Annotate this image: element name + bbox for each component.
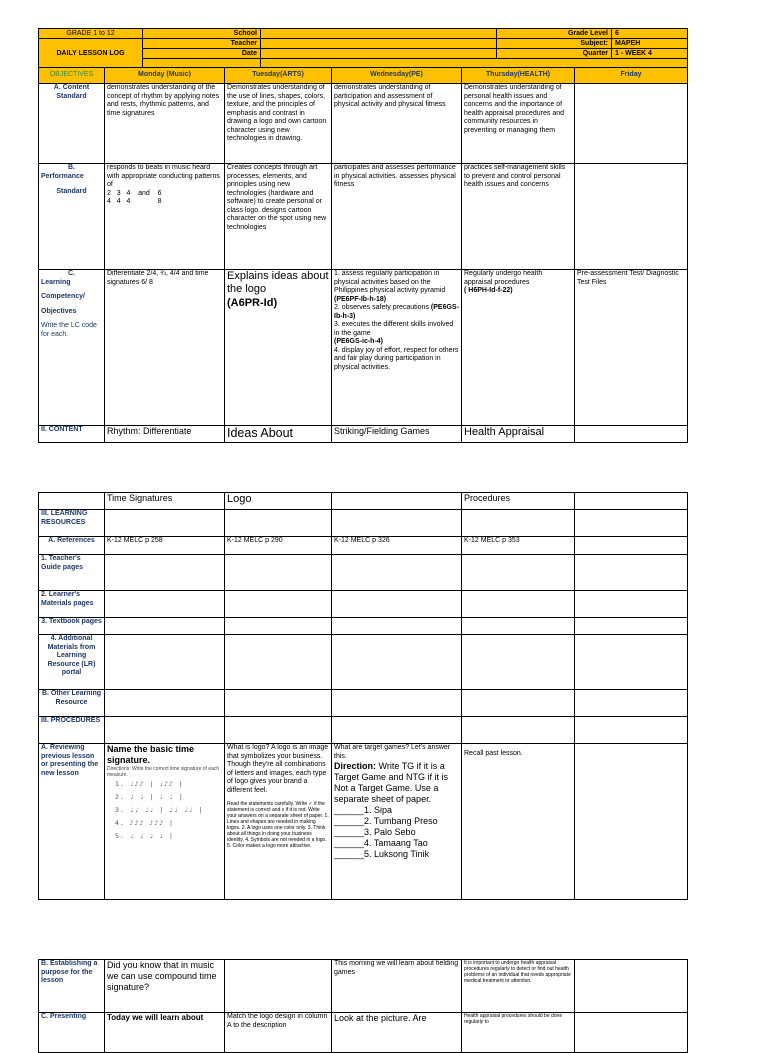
resources-table bbox=[38, 492, 688, 900]
content-monday: Rhythm: Differentiate bbox=[105, 426, 225, 443]
content-tuesday: Ideas About bbox=[225, 426, 332, 443]
target-game-item-5: ______5. Luksong Tinik bbox=[334, 848, 430, 859]
competency-thursday-text: Regularly undergo health appraisal procedures bbox=[464, 270, 543, 286]
performance-standard-thursday: practices self-management skills to prevent and control personal health issues and concerns bbox=[462, 164, 575, 270]
quarter-value: 1 - WEEK 4 bbox=[612, 49, 688, 59]
purpose-monday: Did you know that in music we can use compound time signature? bbox=[105, 960, 225, 1013]
competency-word-2: Competency/ bbox=[41, 293, 85, 301]
performance-standard-wednesday: participates and assesses performance in physical activities. assesses physical fitness bbox=[332, 164, 462, 270]
competency-thursday bbox=[462, 270, 575, 426]
references-label: A. References bbox=[39, 537, 105, 555]
competency-wed-1-code: (PE6PF-Ib-h-18) bbox=[334, 295, 387, 303]
rhythm-line-5: 5. ♩ ♩ ♩ ♩ | bbox=[115, 831, 174, 840]
competency-note: Write the LC code for each. bbox=[41, 322, 97, 338]
school-label: School bbox=[143, 29, 261, 39]
resources-title: III. LEARNING RESOURCES bbox=[39, 510, 105, 537]
reviewing-wed-direction: Direction: Write TG if it is a Target Game and NTG if it is Not a Target Game. Use a separate sheet of paper. bbox=[334, 761, 449, 804]
target-game-item-1: ______1. Sipa bbox=[334, 804, 393, 815]
grade-level-value: 6 bbox=[612, 29, 688, 39]
content-tuesday-cont: Logo bbox=[225, 493, 332, 510]
competency-monday: Differentiate 2/4, ¾, 4/4 and time signatures 6/ 8 bbox=[105, 270, 225, 426]
competency-wed-4: 4. display joy of effort, respect for others and fair play during participation in physical activities. bbox=[334, 346, 459, 371]
presenting-tuesday: Match the logo design in column A to the description bbox=[225, 1013, 332, 1053]
subject-value: MAPEH bbox=[612, 39, 688, 49]
textbook-label: 3. Textbook pages bbox=[39, 618, 105, 635]
grade-label: GRADE 1 to 12 bbox=[39, 29, 143, 39]
presenting-wednesday: Look at the picture. Are bbox=[332, 1013, 462, 1053]
competency-letter: C. bbox=[68, 270, 75, 277]
col-tuesday: Tuesday(ARTS) bbox=[225, 68, 332, 84]
learning-competency-label bbox=[39, 270, 105, 426]
content-monday-cont: Time Signatures bbox=[105, 493, 225, 510]
procedures-label: III. PROCEDURES bbox=[39, 717, 105, 744]
presenting-label: C. Presenting bbox=[39, 1013, 105, 1053]
performance-standard-tuesday: Creates concepts through art processes, elements, and principles using new technologies (hardware and software) to create personal or class logo. designs cartoon character on the spot using new technologies bbox=[225, 164, 332, 270]
ref-monday: K-12 MELC p 258 bbox=[105, 537, 225, 555]
competency-tuesday bbox=[225, 270, 332, 426]
content-wednesday: Striking/Fielding Games bbox=[332, 426, 462, 443]
target-game-item-2: ______2. Tumbang Preso bbox=[334, 815, 438, 826]
reviewing-tuesday bbox=[225, 744, 332, 900]
performance-letter: B. bbox=[68, 164, 75, 171]
date-field[interactable] bbox=[261, 49, 497, 59]
reviewing-friday bbox=[575, 744, 688, 900]
reviewing-thursday: Recall past lesson. bbox=[462, 744, 575, 900]
competency-wed-3: 3. executes the different skills involved in the game bbox=[334, 321, 454, 337]
competency-friday: Pre-assessment Test/ Diagnostic Test Files bbox=[575, 270, 688, 426]
perf-monday-denominators: 4 4 4 8 bbox=[107, 198, 162, 206]
learners-materials-label: 2. Learner's Materials pages bbox=[39, 591, 105, 618]
standard-word: Standard bbox=[56, 188, 87, 196]
content-friday bbox=[575, 426, 688, 443]
col-friday: Friday bbox=[575, 68, 688, 84]
rhythm-line-1: 1. ♩♪♪ | ♩♪♪ | bbox=[115, 779, 184, 788]
content-wednesday-cont bbox=[332, 493, 462, 510]
procedures-table bbox=[38, 959, 688, 1053]
cont-label bbox=[39, 493, 105, 510]
school-field[interactable] bbox=[261, 29, 497, 39]
col-monday: Monday (Music) bbox=[105, 68, 225, 84]
performance-word: Performance bbox=[41, 172, 84, 180]
content-thursday: Health Appraisal bbox=[462, 426, 575, 443]
reviewing-monday bbox=[105, 744, 225, 900]
date-label: Date bbox=[143, 49, 261, 59]
subject-label: Subject: bbox=[497, 39, 612, 49]
lesson-log-page-1 bbox=[38, 28, 687, 443]
log-title: DAILY LESSON LOG bbox=[39, 39, 143, 68]
performance-standard-label bbox=[39, 164, 105, 270]
col-wednesday: Wednesday(PE) bbox=[332, 68, 462, 84]
ref-thursday: K-12 MELC p 353 bbox=[462, 537, 575, 555]
additional-materials-label: 4. Additional Materials from Learning Resource (LR) portal bbox=[39, 635, 105, 690]
reviewing-wed-intro: What are target games? Let's answer this. bbox=[334, 744, 451, 760]
rhythm-line-4: 4. ♪♪♪ ♪♪♪ | bbox=[115, 818, 174, 827]
teacher-label: Teacher bbox=[143, 39, 261, 49]
reviewing-monday-instructions: Directions: Write the correct time signature of each measure. bbox=[107, 765, 220, 778]
reviewing-wednesday bbox=[332, 744, 462, 900]
grade-level-label: Grade Level bbox=[497, 29, 612, 39]
col-objectives: OBJECTIVES bbox=[39, 68, 105, 84]
presenting-monday: Today we will learn about bbox=[105, 1013, 225, 1053]
reviewing-label: A. Reviewing previous lesson or presenting the new lesson bbox=[39, 744, 105, 900]
competency-wednesday bbox=[332, 270, 462, 426]
competency-word-3: Objectives bbox=[41, 307, 77, 315]
competency-wed-1: 1. assess regularly participation in physical activities based on the Philippines physical activity pyramid bbox=[334, 270, 446, 295]
quarter-label: Quarter bbox=[497, 49, 612, 59]
content-standard-monday: demonstrates understanding of the concept of rhythm by applying notes and rests, rhythmic patterns, and time signatures bbox=[105, 84, 225, 164]
performance-standard-friday bbox=[575, 164, 688, 270]
ref-wednesday: K-12 MELC p 326 bbox=[332, 537, 462, 555]
content-label: II. CONTENT bbox=[39, 426, 105, 443]
perf-monday-text: responds to beats in music heard with appropriate conducting patterns of bbox=[107, 164, 220, 189]
presenting-thursday: Health appraisal procedures should be done regularly to bbox=[462, 1013, 575, 1053]
teacher-field[interactable] bbox=[261, 39, 497, 49]
purpose-label: B. Establishing a purpose for the lesson bbox=[39, 960, 105, 1013]
lesson-log-page-3 bbox=[38, 959, 687, 1053]
target-game-item-4: ______4. Tamaang Tao bbox=[334, 837, 428, 848]
content-standard-tuesday: Demonstrates understanding of the use of lines, shapes, colors, texture, and the principles of emphasis and contrast in drawing a logo and own cartoon character using new technologies in drawing. bbox=[225, 84, 332, 164]
content-standard-label: A. Content Standard bbox=[39, 84, 105, 164]
content-friday-cont bbox=[575, 493, 688, 510]
objectives-table bbox=[38, 67, 688, 443]
content-standard-wednesday: demonstrates understanding of participation and assessment of physical activity and physical fitness bbox=[332, 84, 462, 164]
competency-word-1: Learning bbox=[41, 278, 71, 286]
purpose-wednesday: This morning we will learn about fielding games bbox=[332, 960, 462, 1013]
reviewing-monday-title: Name the basic time signature. bbox=[107, 744, 195, 765]
competency-thursday-code: ( H6PH-Id-f-22) bbox=[464, 287, 513, 295]
header-table bbox=[38, 28, 688, 68]
competency-wed-2: 2. observes safety precautions (PE6GS-Ib-h-3) bbox=[334, 304, 459, 320]
target-game-item-3: ______3. Palo Sebo bbox=[334, 826, 416, 837]
competency-tuesday-text: Explains ideas about the logo bbox=[227, 270, 329, 296]
reviewing-tuesday-main: What is logo? A logo is an image that symbolizes your business. Though they're all combinations of letters and images, each type of logo gives your brand a different feel. bbox=[227, 744, 329, 794]
other-resources-label: B. Other Learning Resource bbox=[39, 690, 105, 717]
teachers-guide-label: 1. Teacher's Guide pages bbox=[39, 555, 105, 591]
performance-standard-monday bbox=[105, 164, 225, 270]
perf-monday-numerators: 2 3 4 and 6 bbox=[107, 189, 162, 197]
ref-tuesday: K-12 MELC p 290 bbox=[225, 537, 332, 555]
content-thursday-cont: Procedures bbox=[462, 493, 575, 510]
rhythm-line-2: 2. ♩ ♩ | ♩ ♩ | bbox=[115, 792, 184, 801]
lesson-log-page-2 bbox=[38, 492, 687, 900]
content-standard-friday bbox=[575, 84, 688, 164]
content-standard-thursday: Demonstrates understanding of personal health issues and concerns and the importance of health appraisal procedures and community resources in preventing or managing them bbox=[462, 84, 575, 164]
purpose-thursday: It is important to undergo health appraisal procedures regularly to detect or find out health problems of an individual that needs appropriate medical treatment or attention. bbox=[462, 960, 575, 1013]
rhythm-line-3: 3. ♩♩ ♩♩ | ♩♩ ♩♩ | bbox=[115, 805, 204, 814]
col-thursday: Thursday(HEALTH) bbox=[462, 68, 575, 84]
competency-tuesday-code: (A6PR-Id) bbox=[227, 296, 278, 309]
competency-wed-3-code: (PE6GS-ic-h-4) bbox=[334, 338, 384, 346]
reviewing-tuesday-instructions: Read the statements carefully. Write ✓ if the statement is correct and x if it is not. Write your answers on a separate sheet of paper. 1. Lines and shapes are needed in making logos. 2. A logo uses one color only. 3. Think about all things in doing your business identity. 4. Symbols are not needed in a logo. 5. Color makes a logo more attractive. bbox=[227, 801, 329, 850]
